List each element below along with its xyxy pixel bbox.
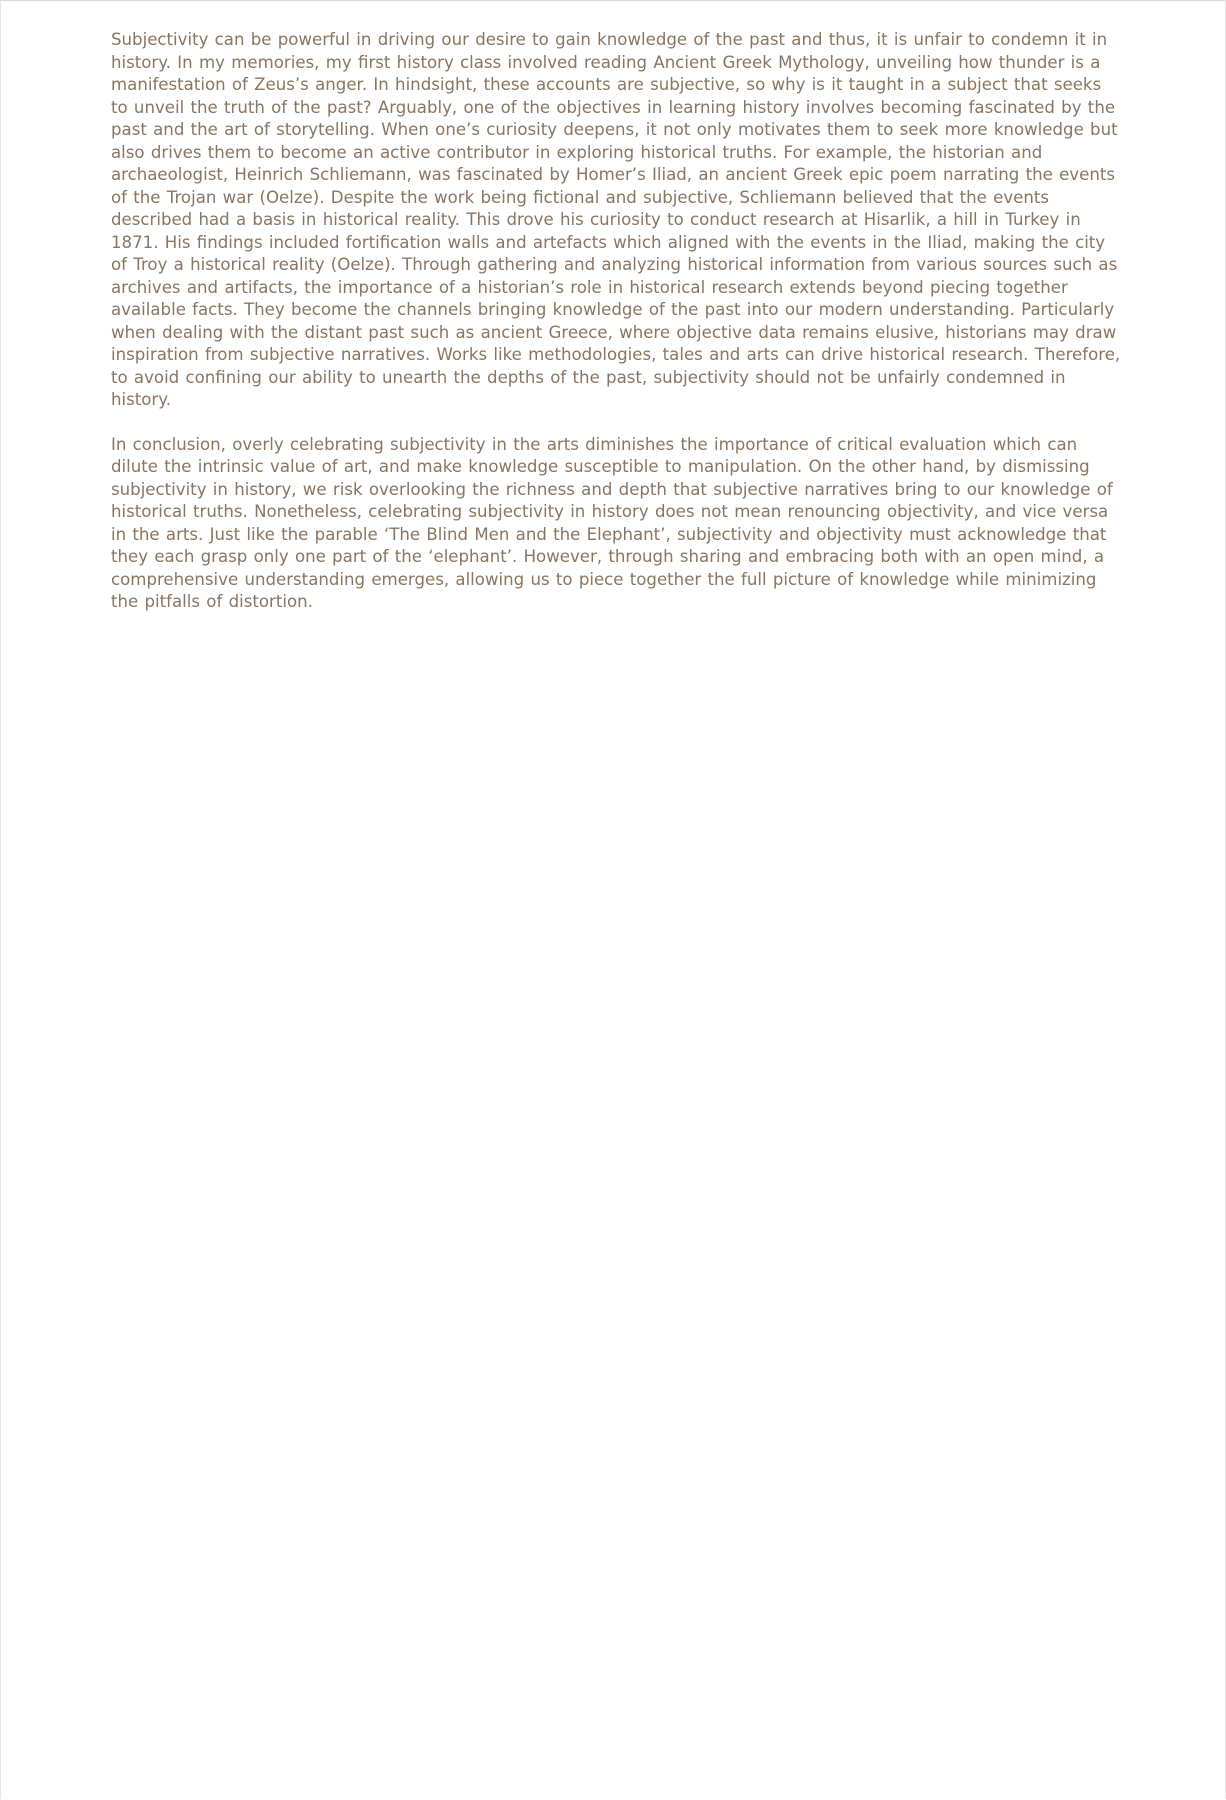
- body-paragraph-conclusion: In conclusion, overly celebrating subjectivity in the arts diminishes the importance of critical evaluation which can dilute the intrinsic value of art, and make knowledge susceptible to manipulation. On the other hand, by dismissing subjectivity in history, we risk overlooking the richness and depth that subjective narratives bring to our knowledge of historical truths. Nonetheless, celebrating subjectivity in history does not mean renouncing objectivity, and vice versa in the arts. Just like the parable ‘The Blind Men and the Elephant’, subjectivity and objectivity must acknowledge that they each grasp only one part of the ‘elephant’. However, through sharing and embracing both with an open mind, a comprehensive understanding emerges, allowing us to piece together the full picture of knowledge while minimizing the pitfalls of distortion.: [111, 434, 1113, 611]
- body-paragraph-history: Subjectivity can be powerful in driving our desire to gain knowledge of the past and thus, it is unfair to condemn it in history. In my memories, my first history class involved reading Ancient Greek Mythology, unveiling how thunder is a manifestation of Zeus’s anger. In hindsight, these accounts are subjective, so why is it taught in a subject that seeks to unveil the truth of the past? Arguably, one of the objectives in learning history involves becoming fascinated by the past and the art of storytelling. When one’s curiosity deepens, it not only motivates them to seek more knowledge but also drives them to become an active contributor in exploring historical truths. For example, the historian and archaeologist, Heinrich Schliemann, was fascinated by Homer’s Iliad, an ancient Greek epic poem narrating the events of the Trojan war (Oelze). Despite the work being fictional and subjective, Schliemann believed that the events described had a basis in historical reality. This drove his curiosity to conduct research at Hisarlik, a hill in Turkey in 1871. His findings included fortification walls and artefacts which aligned with the events in the Iliad, making the city of Troy a historical reality (Oelze). Through gathering and analyzing historical information from various sources such as archives and artifacts, the importance of a historian’s role in historical research extends beyond piecing together available facts. They become the channels bringing knowledge of the past into our modern understanding. Particularly when dealing with the distant past such as ancient Greece, where objective data remains elusive, historians may draw inspiration from subjective narratives. Works like methodologies, tales and arts can drive historical research. Therefore, to avoid confining our ability to unearth the depths of the past, subjectivity should not be unfairly condemned in history.: [111, 30, 1121, 409]
- document-body: [111, 29, 1121, 636]
